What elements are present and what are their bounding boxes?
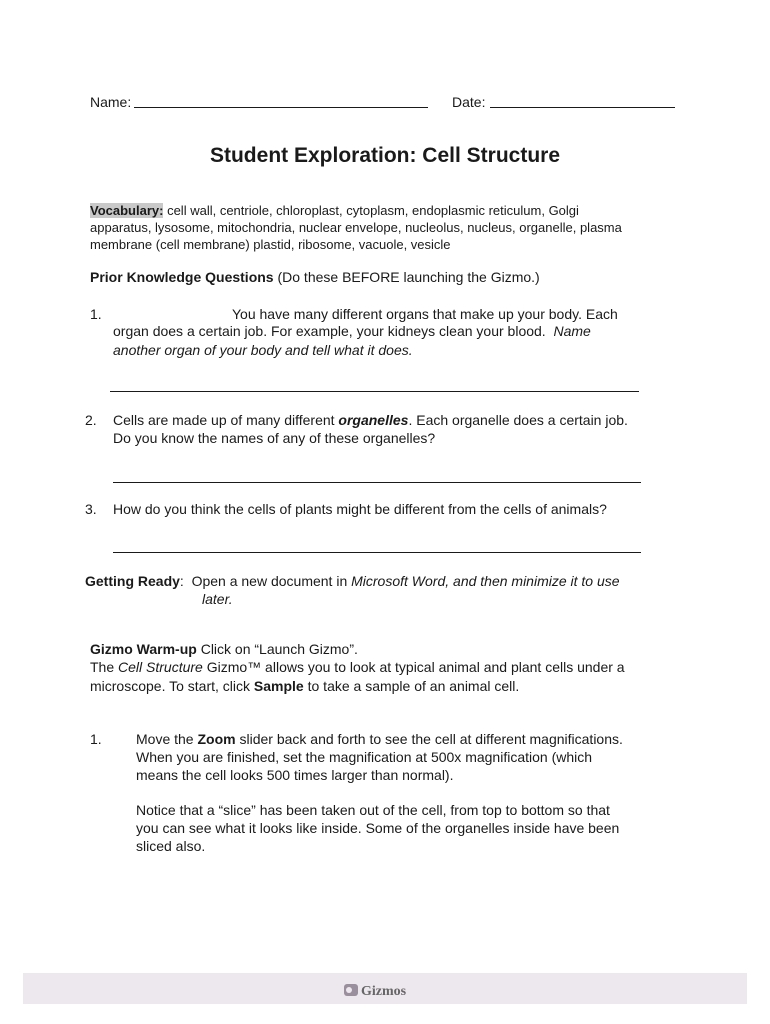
gizmo-name: Cell Structure [118, 659, 203, 675]
date-field[interactable] [490, 107, 675, 108]
zoom-term: Zoom [197, 731, 236, 747]
question-1-text: organ does a certain job. For example, your kidneys clean your blood. [113, 323, 546, 339]
warmup-label: Gizmo Warm-up [90, 641, 197, 657]
answer-line-3[interactable] [113, 552, 641, 553]
gizmos-logo [343, 982, 406, 1000]
prior-knowledge-heading [90, 269, 540, 285]
sample-term: Sample [253, 678, 304, 694]
date-label: Date: [452, 94, 486, 110]
question-2-text-end: . Each organelle does a certain job. [408, 412, 628, 428]
warmup-l3-end: to take a sample of an animal cell. [307, 678, 520, 694]
gizmos-logo-text: Gizmos [361, 984, 407, 999]
name-field[interactable] [134, 107, 428, 108]
question-2-number: 2. [85, 412, 97, 428]
getting-ready-line-2: later. [202, 591, 233, 607]
warmup-l2-start: The [90, 659, 115, 675]
vocabulary-line-3: membrane (cell membrane) plastid, ribosome, vacuole, vesicle [90, 237, 451, 252]
getting-ready-colon: : [179, 573, 184, 589]
getting-ready-app: Microsoft Word, and then minimize it to use [351, 573, 620, 589]
vocabulary-block [90, 202, 710, 253]
step-1-l1-start: Move the [136, 731, 194, 747]
warmup-l2-end: Gizmo™ allows you to look at typical animal and plant cells under a [206, 659, 625, 675]
getting-ready-text: Open a new document in [191, 573, 348, 589]
gizmos-logo-icon [343, 982, 361, 998]
step-1-line-1 [136, 730, 623, 748]
step-1-line-6: sliced also. [136, 838, 206, 854]
step-1-l1-end: slider back and forth to see the cell at different magnifications. [239, 731, 623, 747]
getting-ready-line-1 [85, 572, 620, 590]
warmup-line-3 [90, 677, 519, 695]
vocabulary-label: Vocabulary: [90, 203, 164, 218]
answer-line-1[interactable] [110, 391, 639, 392]
page-title: Student Exploration: Cell Structure [209, 144, 561, 167]
warmup-text: Click on “Launch Gizmo”. [200, 641, 358, 657]
question-2-line-1 [113, 411, 628, 429]
vocabulary-line-1: cell wall, centriole, chloroplast, cytoplasm, endoplasmic reticulum, Golgi [167, 203, 579, 218]
getting-ready-label: Getting Ready [85, 573, 180, 589]
step-1-line-2: When you are finished, set the magnification at 500x magnification (which [136, 749, 593, 765]
name-label: Name: [90, 94, 132, 110]
question-1-line-2 [113, 322, 591, 340]
step-1-line-3: means the cell looks 500 times larger than normal). [136, 767, 454, 783]
question-3-number: 3. [85, 501, 97, 517]
question-3-line-1: How do you think the cells of plants might be different from the cells of animals? [113, 501, 607, 517]
prior-knowledge-note: (Do these BEFORE launching the Gizmo.) [277, 269, 540, 285]
step-1-line-5: you can see what it looks like inside. Some of the organelles inside have been [136, 820, 620, 836]
vocabulary-line-2: apparatus, lysosome, mitochondria, nuclear envelope, nucleolus, nucleus, organelle, plasma [90, 220, 622, 235]
warmup-l3-start: microscope. To start, click [90, 678, 251, 694]
warmup-line-2 [90, 658, 625, 676]
organelles-term: organelles [338, 412, 409, 428]
question-1-line-1: You have many different organs that make up your body. Each [232, 306, 618, 322]
step-1-number: 1. [90, 731, 102, 747]
answer-line-2[interactable] [113, 482, 641, 483]
question-2-line-2: Do you know the names of any of these organelles? [113, 430, 436, 446]
question-1-prompt: Name [553, 323, 591, 339]
warmup-heading [90, 640, 358, 658]
prior-knowledge-title: Prior Knowledge Questions [90, 269, 274, 285]
question-2-text: Cells are made up of many different [113, 412, 335, 428]
question-1-number: 1. [90, 306, 102, 322]
step-1-line-4: Notice that a “slice” has been taken out of the cell, from top to bottom so that [136, 802, 610, 818]
question-1-line-3: another organ of your body and tell what it does. [113, 342, 413, 358]
